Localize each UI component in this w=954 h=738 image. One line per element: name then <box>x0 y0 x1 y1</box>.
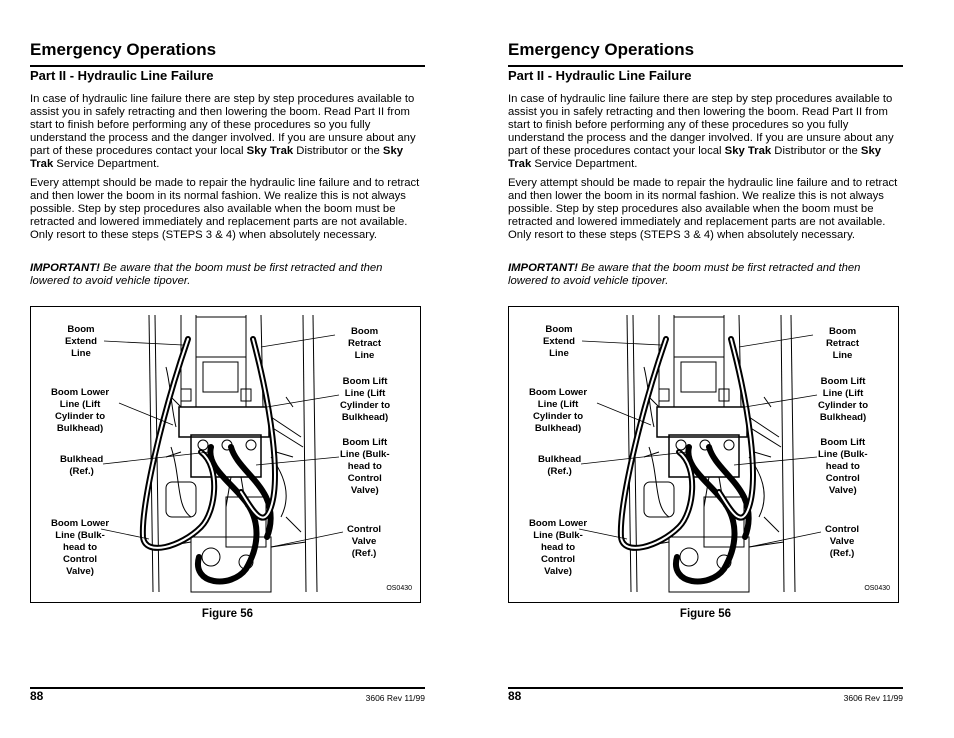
footer-rule <box>508 687 903 689</box>
figure-box <box>508 306 899 603</box>
title-rule <box>508 65 903 67</box>
figure-caption: Figure 56 <box>679 608 732 620</box>
page-left <box>30 0 430 738</box>
intro-text-1: In case of hydraulic line failure there are step by step procedures available to assist you in safely retracting and then lowering the boom. Read Part II from start to finish before performing any of these procedures so you fully understand the process and the danger involved. If you are unsure about any part of these procedures contact your local <box>30 93 416 157</box>
important-text: Be aware that the boom must be first retracted and then lowered to avoid vehicle tipover. <box>508 262 861 287</box>
callout-boom-lift-line-bulkhead: Boom Lift Line (Bulk- head to Control Valve) <box>818 437 868 496</box>
callout-boom-lift-line-lift: Boom Lift Line (Lift Cylinder to Bulkhead) <box>818 376 869 423</box>
figure-code: OS0430 <box>386 585 412 592</box>
callout-boom-lift-line-bulkhead: Boom Lift Line (Bulk- head to Control Valve) <box>340 437 390 496</box>
title-rule <box>30 65 425 67</box>
callout-boom-lower-line-lift: Boom Lower Line (Lift Cylinder to Bulkhead) <box>529 387 588 434</box>
callout-boom-retract-line: Boom Retract Line <box>348 326 382 361</box>
callout-boom-extend-line: Boom Extend Line <box>65 324 97 359</box>
callout-bulkhead: Bulkhead (Ref.) <box>60 454 104 477</box>
section-subtitle: Part II - Hydraulic Line Failure <box>30 68 214 83</box>
important-note <box>30 262 425 288</box>
callout-boom-lower-line-bulkhead: Boom Lower Line (Bulk- head to Control Valve) <box>529 518 588 577</box>
page-right <box>508 0 908 738</box>
callout-control-valve: Control Valve (Ref.) <box>347 524 382 559</box>
important-label: IMPORTANT! <box>508 262 578 274</box>
brand-name: Sky Trak <box>508 144 882 170</box>
intro-text-3: Service Department. <box>531 157 638 170</box>
page-title: Emergency Operations <box>30 40 217 59</box>
callout-boom-lower-line-lift: Boom Lower Line (Lift Cylinder to Bulkhead) <box>51 387 110 434</box>
callout-control-valve: Control Valve (Ref.) <box>825 524 860 559</box>
callout-boom-retract-line: Boom Retract Line <box>826 326 860 361</box>
page-title: Emergency Operations <box>508 40 695 59</box>
footer-rule <box>30 687 425 689</box>
brand-name: Sky Trak <box>724 144 772 157</box>
callout-boom-lift-line-lift: Boom Lift Line (Lift Cylinder to Bulkhead) <box>340 376 391 423</box>
intro-text-1: In case of hydraulic line failure there are step by step procedures available to assist you in safely retracting and then lowering the boom. Read Part II from start to finish before performing any of these procedures so you fully understand the process and the danger involved. If you are unsure about any part of these procedures contact your local <box>508 93 894 157</box>
callout-boom-lower-line-bulkhead: Boom Lower Line (Bulk- head to Control Valve) <box>51 518 110 577</box>
repair-paragraph: Every attempt should be made to repair the hydraulic line failure and to retract and then lower the boom in its normal fashion. We realize this is not always possible. Step by step procedures also available when the boom must be retracted and lowered immediately and replacement parts are not available. Only resort to these steps (STEPS 3 & 4) when absolutely necessary. <box>30 177 420 241</box>
page-number: 88 <box>30 689 44 703</box>
page-number: 88 <box>508 689 522 703</box>
intro-paragraph <box>508 93 903 170</box>
document-revision: 3606 Rev 11/99 <box>365 693 425 703</box>
repair-paragraph: Every attempt should be made to repair the hydraulic line failure and to retract and then lower the boom in its normal fashion. We realize this is not always possible. Step by step procedures also available when the boom must be retracted and lowered immediately and replacement parts are not available. Only resort to these steps (STEPS 3 & 4) when absolutely necessary. <box>508 177 898 241</box>
section-subtitle: Part II - Hydraulic Line Failure <box>508 68 692 83</box>
intro-text-2: Distributor or the <box>293 144 383 157</box>
figure-caption: Figure 56 <box>201 608 254 620</box>
figure-box <box>30 306 421 603</box>
intro-text-3: Service Department. <box>53 157 160 170</box>
document-revision: 3606 Rev 11/99 <box>843 693 903 703</box>
important-note <box>508 262 903 288</box>
brand-name: Sky Trak <box>30 144 404 170</box>
important-label: IMPORTANT! <box>30 262 100 274</box>
intro-paragraph <box>30 93 425 170</box>
important-text: Be aware that the boom must be first retracted and then lowered to avoid vehicle tipover. <box>30 262 383 287</box>
brand-name: Sky Trak <box>246 144 294 157</box>
intro-text-2: Distributor or the <box>771 144 861 157</box>
callout-boom-extend-line: Boom Extend Line <box>543 324 575 359</box>
figure-code: OS0430 <box>864 585 890 592</box>
callout-bulkhead: Bulkhead (Ref.) <box>538 454 582 477</box>
